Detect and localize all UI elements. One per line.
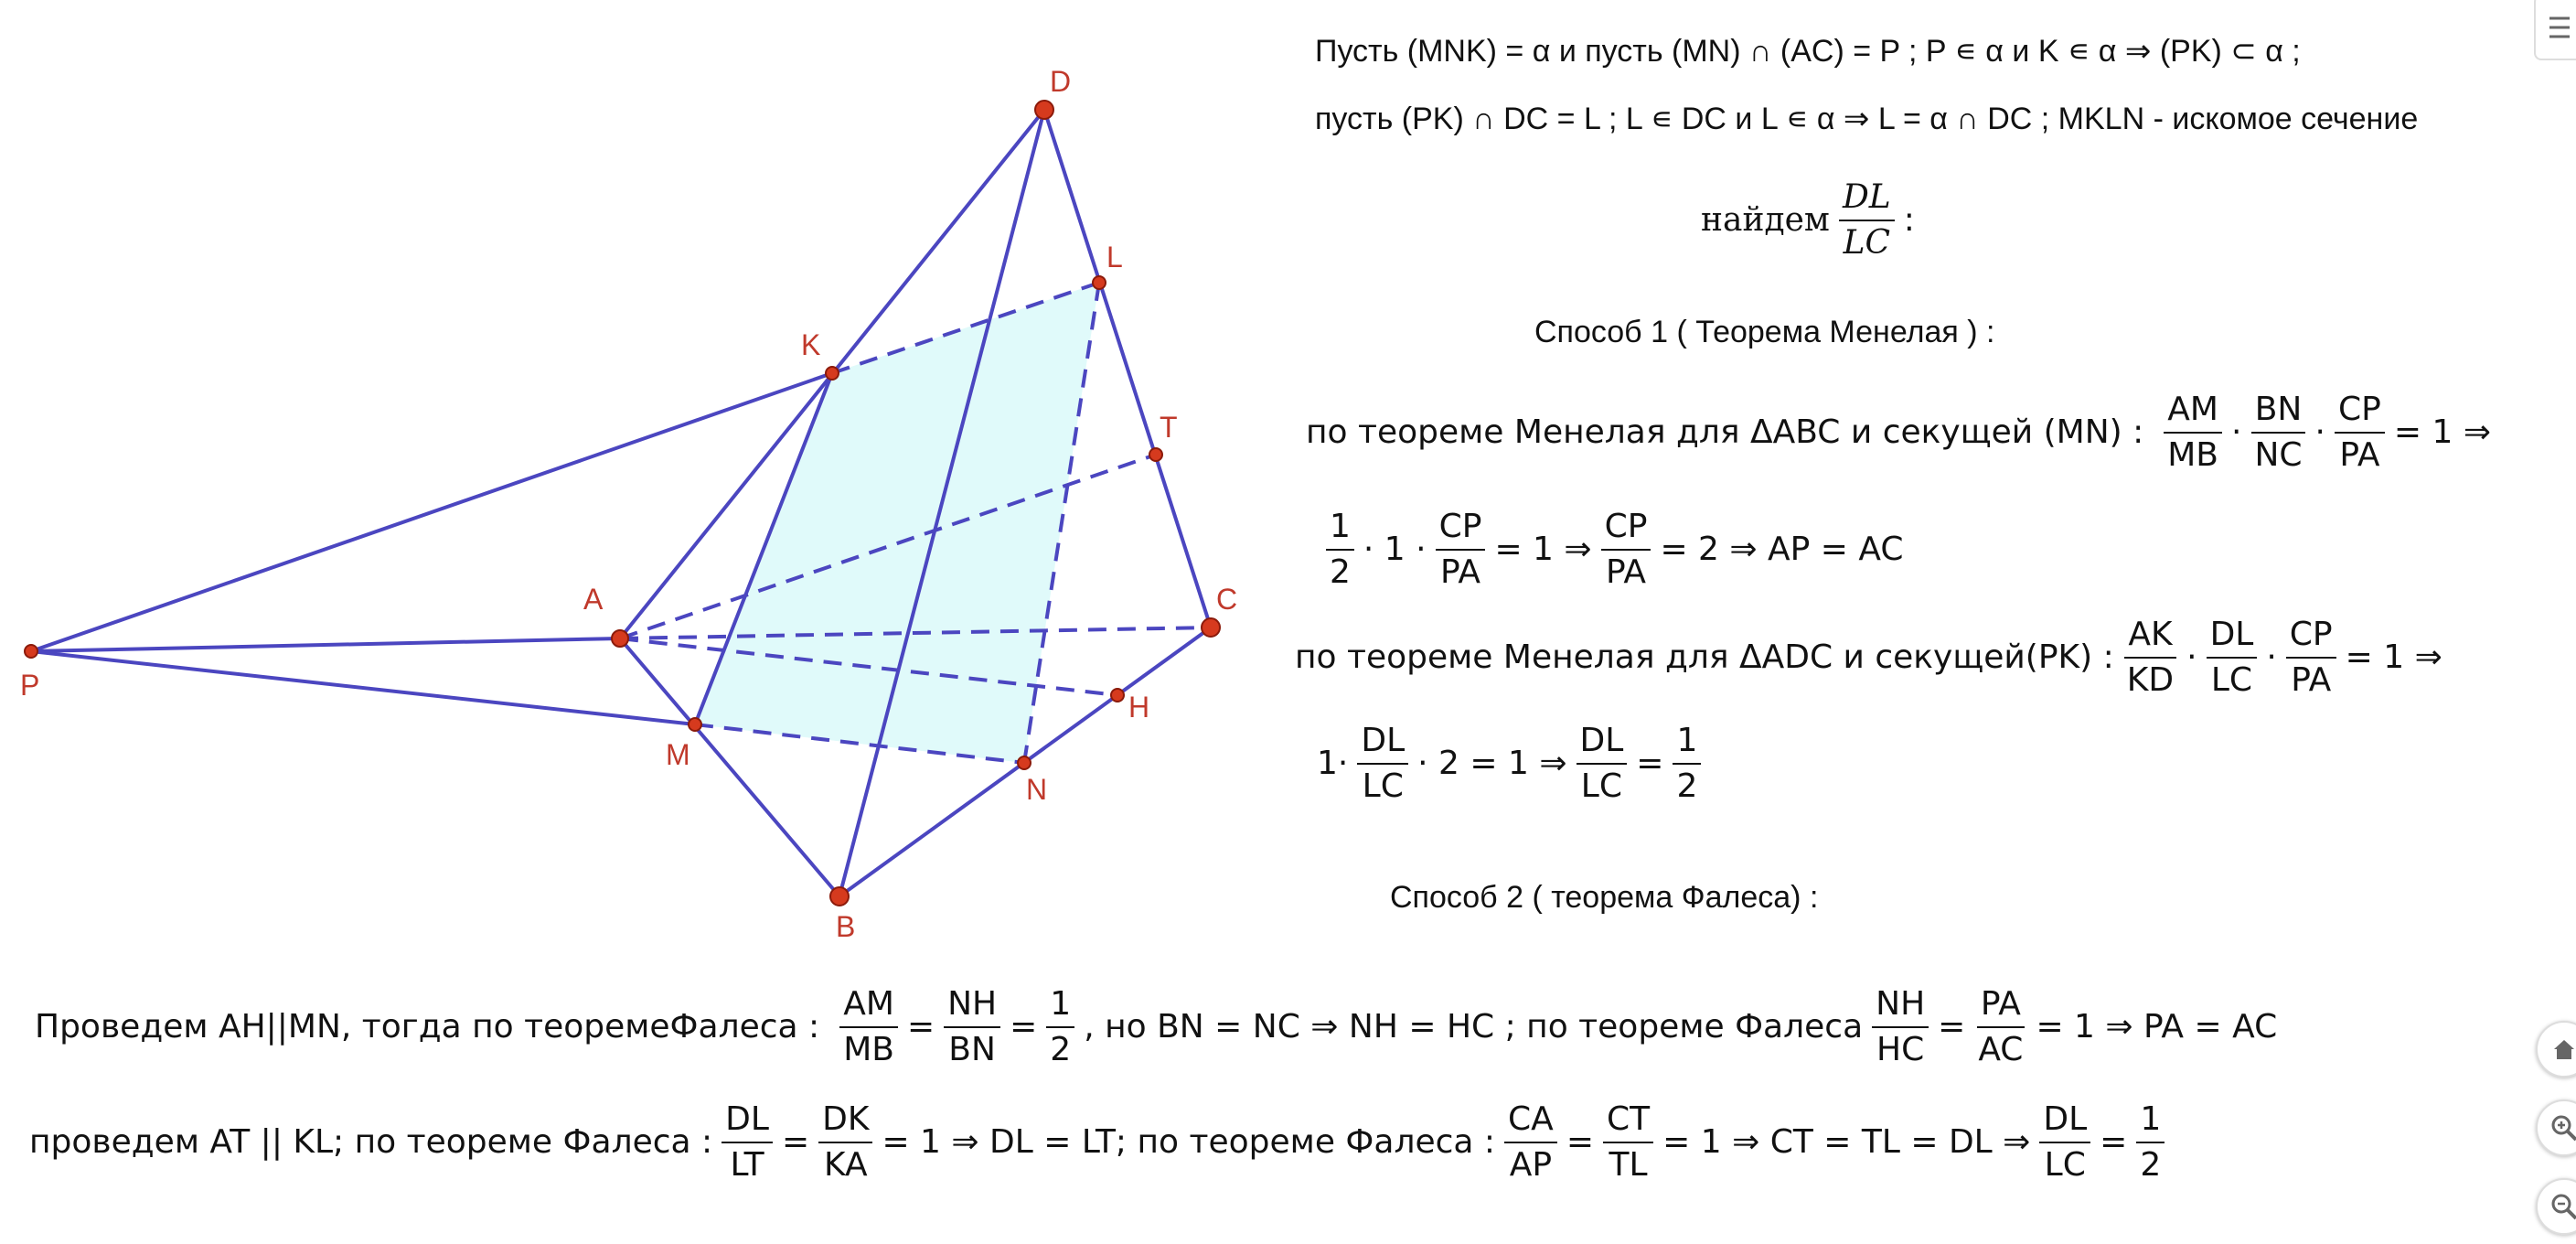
- m1-r4-frac-3: $\frac{1}{2}$: [1673, 723, 1701, 804]
- m2-r1-frac-4: $\frac{NH}{HC}$: [1872, 986, 1929, 1067]
- m1-r1-frac-3: $\frac{CP}{PA}$: [2335, 391, 2385, 473]
- m1-r2-tail: = 2 ⇒ AP = AC: [1660, 531, 1904, 569]
- menu-button[interactable]: [2534, 0, 2576, 60]
- find-word: найдем: [1701, 201, 1830, 240]
- point-p: [25, 645, 37, 658]
- m1-r2-frac-1: $\frac{1}{2}$: [1326, 509, 1354, 590]
- m1-r1-frac-2: $\frac{BN}{NC}$: [2250, 391, 2305, 473]
- m1-r1-tail: = 1 ⇒: [2393, 413, 2491, 452]
- m1-r2-frac-2: $\frac{CP}{PA}$: [1436, 509, 1486, 590]
- statement-line-1: Пусть (MNK) = α и пусть (MN) ∩ (AC) = P ; P ∊ α и K ∊ α ⇒ (PK) ⊂ α ;: [1315, 34, 2301, 69]
- zoom-out-button[interactable]: [2536, 1178, 2576, 1235]
- label-b: B: [836, 910, 856, 943]
- m1-row-2: [1317, 509, 1904, 590]
- edge-pk: [31, 373, 832, 651]
- m1-r1-dot-2: ·: [2314, 413, 2325, 452]
- label-d: D: [1050, 65, 1072, 98]
- find-colon: :: [1903, 201, 1915, 240]
- label-c: C: [1216, 583, 1238, 616]
- m1-r3-tail: = 1 ⇒: [2345, 638, 2442, 677]
- statement-line-2: пусть (PK) ∩ DC = L ; L ∊ DC и L ∊ α ⇒ L = α ∩ DC ; MKLN - искомое сечение: [1315, 102, 2419, 136]
- method-1-title: Способ 1 ( Теорема Менелая ) :: [1534, 315, 1995, 349]
- m2-r1-tail: = 1 ⇒ PA = AC: [2036, 1008, 2278, 1046]
- point-b: [830, 887, 849, 906]
- m1-row-4: [1317, 723, 1710, 804]
- m2-r2-mid2: = 1 ⇒ CT = TL = DL ⇒: [1662, 1123, 2031, 1162]
- label-n: N: [1026, 773, 1048, 806]
- m1-r2-mid: · 1 ·: [1363, 531, 1427, 569]
- m2-row-2: проведем AT || KL; по теореме Фалеса : $\frac{DL}{LT}$ = $\frac{DK}{KA}$ = 1 ⇒ DL = LT; по теореме Фалеса : $\frac{CA}{AP}$ = $\frac{CT}{TL}$ = 1 ⇒ CT = TL = DL ⇒ $\frac{DL}{LC}$ = $\frac{1}{2}$: [29, 1101, 2174, 1183]
- point-l: [1093, 276, 1106, 289]
- menu-icon: [2546, 9, 2573, 46]
- point-d: [1035, 101, 1053, 119]
- point-a: [612, 630, 628, 647]
- m1-row-3: [1295, 617, 2442, 698]
- m1-r4-eq: =: [1636, 745, 1664, 783]
- m2-r1-text: Проведем AH||MN, тогда по теоремеФалеса :: [35, 1008, 820, 1046]
- label-h: H: [1128, 691, 1150, 724]
- m1-r1-text: по теореме Менелая для ΔABC и секущей (MN) :: [1306, 413, 2144, 452]
- m1-row-1: [1306, 391, 2491, 473]
- zoom-out-icon: [2549, 1192, 2576, 1221]
- m1-r4-mid: · 2 = 1 ⇒: [1417, 745, 1567, 783]
- label-m: M: [666, 738, 690, 771]
- m2-r2-frac-2: $\frac{DK}{KA}$: [818, 1101, 872, 1183]
- m2-r1-mid: , но BN = NC ⇒ NH = HC ; по теореме Фалеса: [1084, 1008, 1864, 1046]
- label-k: K: [801, 328, 821, 361]
- find-den: LC: [1843, 223, 1891, 262]
- m2-r2-frac-6: $\frac{1}{2}$: [2136, 1101, 2164, 1183]
- pyramid-figure: [0, 0, 1299, 951]
- edge-pa: [31, 638, 620, 651]
- m2-r1-frac-3: $\frac{1}{2}$: [1046, 986, 1074, 1067]
- section-mkln: [695, 283, 1099, 763]
- point-h: [1111, 689, 1124, 702]
- zoom-in-button[interactable]: [2536, 1099, 2576, 1156]
- m2-r2-frac-1: $\frac{DL}{LT}$: [721, 1101, 773, 1183]
- home-icon: [2550, 1035, 2576, 1063]
- m1-r2-eq: = 1 ⇒: [1494, 531, 1592, 569]
- label-t: T: [1160, 411, 1178, 444]
- label-a: A: [583, 583, 604, 616]
- m2-r1-frac-1: $\frac{AM}{MB}$: [839, 986, 898, 1067]
- point-c: [1202, 618, 1220, 637]
- m1-r3-frac-3: $\frac{CP}{PA}$: [2286, 617, 2336, 698]
- method-2-title: Способ 2 ( теорема Фалеса) :: [1390, 880, 1819, 915]
- m1-r3-frac-1: $\frac{AK}{KD}$: [2123, 617, 2177, 698]
- m1-r3-text: по теореме Менелая для ΔADC и секущей(PK) :: [1295, 638, 2114, 677]
- m2-r1-frac-2: $\frac{NH}{BN}$: [944, 986, 1000, 1067]
- label-p: P: [20, 669, 40, 702]
- edge-pm: [31, 651, 695, 724]
- find-ratio: [1701, 179, 1915, 261]
- m2-r2-frac-3: $\frac{CA}{AP}$: [1504, 1101, 1557, 1183]
- m2-r2-frac-5: $\frac{DL}{LC}$: [2039, 1101, 2090, 1183]
- find-num: DL: [1839, 179, 1895, 221]
- zoom-in-icon: [2549, 1113, 2576, 1142]
- m1-r3-dot-1: ·: [2186, 638, 2197, 677]
- m1-r2-frac-3: $\frac{CP}{PA}$: [1601, 509, 1651, 590]
- m2-r1-frac-5: $\frac{PA}{AC}$: [1978, 985, 2024, 1068]
- m2-r2-frac-4: $\frac{CT}{TL}$: [1603, 1101, 1653, 1183]
- m1-r1-dot-1: ·: [2231, 413, 2242, 452]
- point-n: [1018, 756, 1031, 769]
- m1-r1-frac-1: $\frac{AM}{MB}$: [2164, 391, 2222, 473]
- point-k: [826, 367, 839, 380]
- m1-r4-lead: 1·: [1317, 745, 1349, 783]
- m1-r3-dot-2: ·: [2266, 638, 2277, 677]
- m2-r2-mid: = 1 ⇒ DL = LT; по теореме Фалеса :: [882, 1123, 1496, 1162]
- m2-row-1: Проведем AH||MN, тогда по теоремеФалеса : $\frac{AM}{MB}$ = $\frac{NH}{BN}$ = $\frac{1}{2}$ , но BN = NC ⇒ NH = HC ; по теореме Фалеса $\frac{NH}{HC}$ = $\frac{PA}{AC}$ = 1 ⇒ PA = AC: [35, 985, 2278, 1068]
- m1-r3-frac-2: $\frac{DL}{LC}$: [2207, 617, 2258, 698]
- m1-r4-frac-1: $\frac{DL}{LC}$: [1357, 723, 1408, 804]
- m1-r4-frac-2: $\frac{DL}{LC}$: [1577, 723, 1628, 804]
- home-button[interactable]: [2536, 1021, 2576, 1078]
- find-fraction: [1839, 179, 1895, 261]
- m2-r2-text: проведем AT || KL; по теореме Фалеса :: [29, 1123, 713, 1162]
- label-l: L: [1106, 241, 1123, 273]
- point-t: [1149, 448, 1162, 461]
- point-m: [689, 718, 701, 731]
